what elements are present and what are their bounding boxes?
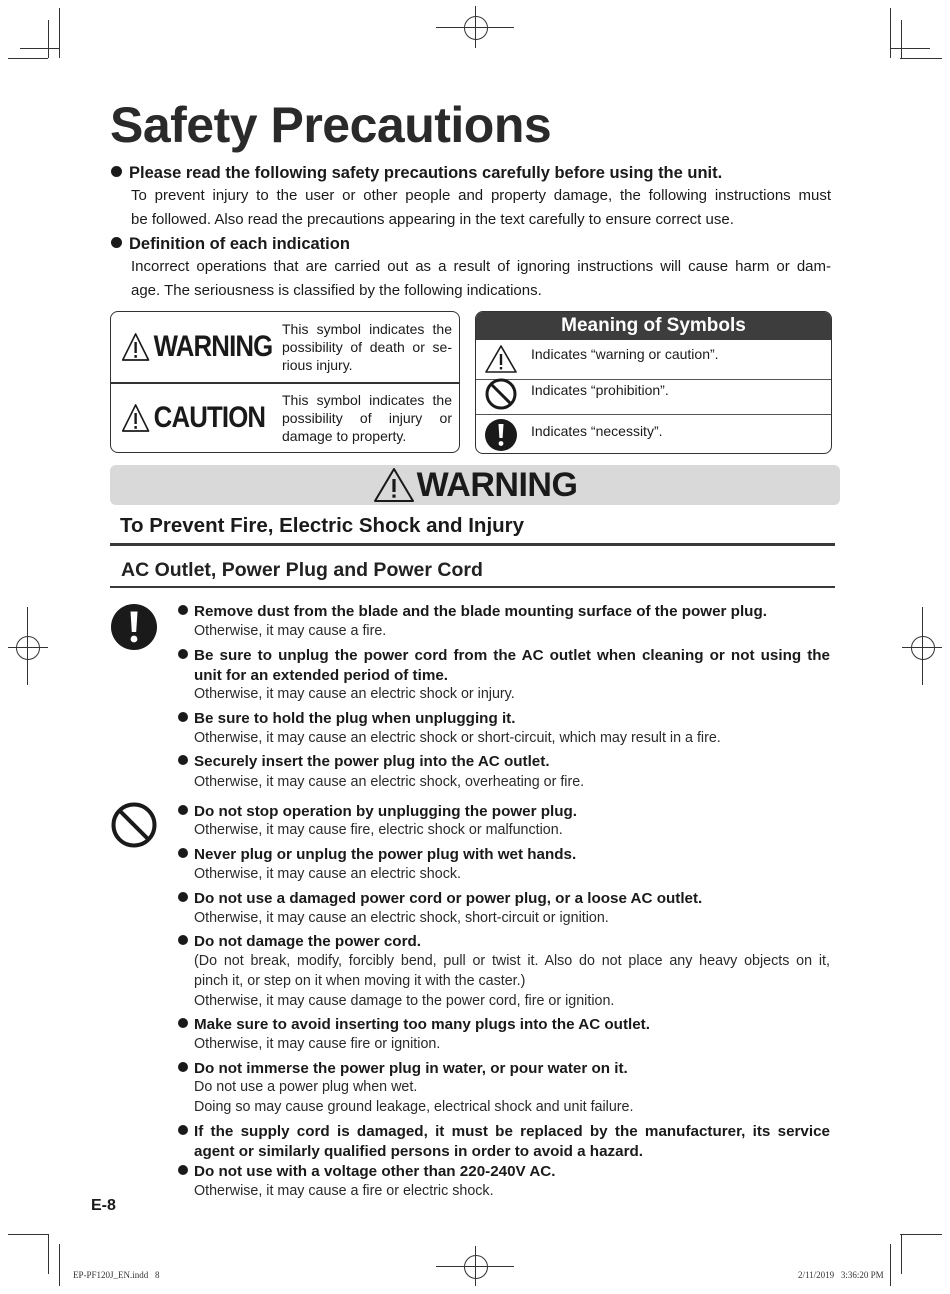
symbol-description: Indicates “necessity”.	[531, 423, 663, 439]
divider	[111, 382, 459, 384]
bullet-icon	[178, 892, 188, 902]
list-item-body: Otherwise, it may cause an electric shock or short-circuit, which may result in a fire.	[194, 730, 721, 746]
indication-definitions-box	[110, 311, 460, 453]
section-heading: To Prevent Fire, Electric Shock and Injury	[120, 514, 525, 537]
bullet-icon	[178, 712, 188, 722]
list-item-heading: Do not immerse the power plug in water, or pour water on it.	[178, 1059, 830, 1079]
necessity-icon	[110, 603, 158, 651]
caution-indication-text: This symbol indicates the possibility of injury or damage to property.	[282, 392, 452, 444]
list-item-body: Otherwise, it may cause fire or ignition.	[194, 1036, 441, 1052]
list-item-heading: Never plug or unplug the power plug with wet hands.	[178, 845, 830, 865]
list-item-body: Otherwise, it may cause an electric shock, overheating or fire.	[194, 774, 585, 790]
bullet-icon	[178, 1018, 188, 1028]
list-item-heading: Securely insert the power plug into the AC outlet.	[178, 752, 830, 772]
list-item-body: Do not use a power plug when wet. Doing so may cause ground leakage, electrical shock and unit failure.	[194, 1079, 634, 1115]
footer-timestamp: 2/11/2019 3:36:20 PM	[798, 1270, 884, 1280]
symbol-description: Indicates “prohibition”.	[531, 382, 669, 398]
warning-triangle-icon	[484, 344, 518, 374]
bullet-icon	[178, 935, 188, 945]
warning-indication-text: This symbol indicates the possibility of death or se-rious injury.	[282, 321, 452, 373]
list-item-body: Otherwise, it may cause fire, electric shock or malfunction.	[194, 822, 563, 838]
list-item-heading: Do not use with a voltage other than 220-240V AC.	[178, 1162, 830, 1182]
warning-banner	[110, 465, 840, 505]
list-item-heading: Do not stop operation by unplugging the power plug.	[178, 802, 830, 822]
page-number: E-8	[91, 1197, 116, 1214]
list-item-body: Otherwise, it may cause a fire or electric shock.	[194, 1183, 494, 1199]
warning-triangle-icon	[373, 467, 415, 503]
list-item-body: Otherwise, it may cause an electric shock.	[194, 866, 461, 882]
bullet-icon	[178, 848, 188, 858]
divider	[110, 586, 835, 588]
footer-file-name: EP-PF120J_EN.indd 8	[73, 1270, 160, 1280]
list-item-heading: Be sure to hold the plug when unplugging it.	[178, 709, 830, 729]
prohibition-icon	[484, 377, 518, 411]
bullet-icon	[111, 237, 122, 248]
warning-indication-label: WARNING	[121, 330, 272, 364]
warning-banner-label: WARNING	[416, 465, 578, 504]
list-item-heading: Do not damage the power cord.	[178, 932, 830, 952]
intro-heading-read-precautions: Please read the following safety precautions carefully before using the unit.	[111, 164, 722, 183]
necessity-icon	[484, 418, 518, 452]
bullet-icon	[178, 755, 188, 765]
meaning-of-symbols-heading: Meaning of Symbols	[476, 312, 831, 340]
symbol-description: Indicates “warning or caution”.	[531, 346, 719, 362]
warning-triangle-icon	[121, 403, 150, 433]
list-item-body: Otherwise, it may cause an electric shock or injury.	[194, 686, 515, 702]
intro-paragraph-2: Incorrect operations that are carried out as a result of ignoring instructions will cause harm or dam- age. The seriousness is classified by the following indications.	[131, 258, 831, 299]
caution-indication-label: CAUTION	[121, 401, 265, 435]
list-item-heading: Make sure to avoid inserting too many plugs into the AC outlet.	[178, 1015, 830, 1035]
page-title: Safety Precautions	[110, 97, 552, 153]
list-item-heading: If the supply cord is damaged, it must be replaced by the manufacturer, its service agent or similarly qualified persons in order to avoid a hazard.	[178, 1122, 830, 1162]
intro-heading-definition: Definition of each indication	[111, 235, 350, 254]
intro-paragraph-1: To prevent injury to the user or other people and property damage, the following instructions must be followed. Also read the precautions appearing in the text carefully to ensure correct use.	[131, 187, 831, 228]
bullet-icon	[178, 605, 188, 615]
divider	[110, 543, 835, 546]
bullet-icon	[111, 166, 122, 177]
prohibition-icon	[110, 801, 158, 849]
list-item-heading: Do not use a damaged power cord or power plug, or a loose AC outlet.	[178, 889, 830, 909]
bullet-icon	[178, 1062, 188, 1072]
list-item-body: (Do not break, modify, forcibly bend, pull or twist it. Also do not place any heavy objects on it, pinch it, or step on it when moving it with the caster.) Otherwise, it may cause damage to the power cord, fire or ignition.	[194, 953, 830, 1009]
symbol-row-prohibition	[476, 373, 831, 415]
symbol-row-necessity	[476, 415, 831, 454]
warning-triangle-icon	[121, 332, 150, 362]
list-item-body: Otherwise, it may cause a fire.	[194, 623, 387, 639]
meaning-of-symbols-box	[475, 311, 832, 454]
bullet-icon	[178, 649, 188, 659]
bullet-icon	[178, 1165, 188, 1175]
bullet-icon	[178, 1125, 188, 1135]
subsection-heading: AC Outlet, Power Plug and Power Cord	[121, 559, 483, 581]
bullet-icon	[178, 805, 188, 815]
list-item-heading: Be sure to unplug the power cord from the AC outlet when cleaning or not using the unit for an extended period of time.	[178, 646, 830, 686]
list-item-body: Otherwise, it may cause an electric shock, short-circuit or ignition.	[194, 910, 609, 926]
list-item-heading: Remove dust from the blade and the blade mounting surface of the power plug.	[178, 602, 830, 622]
